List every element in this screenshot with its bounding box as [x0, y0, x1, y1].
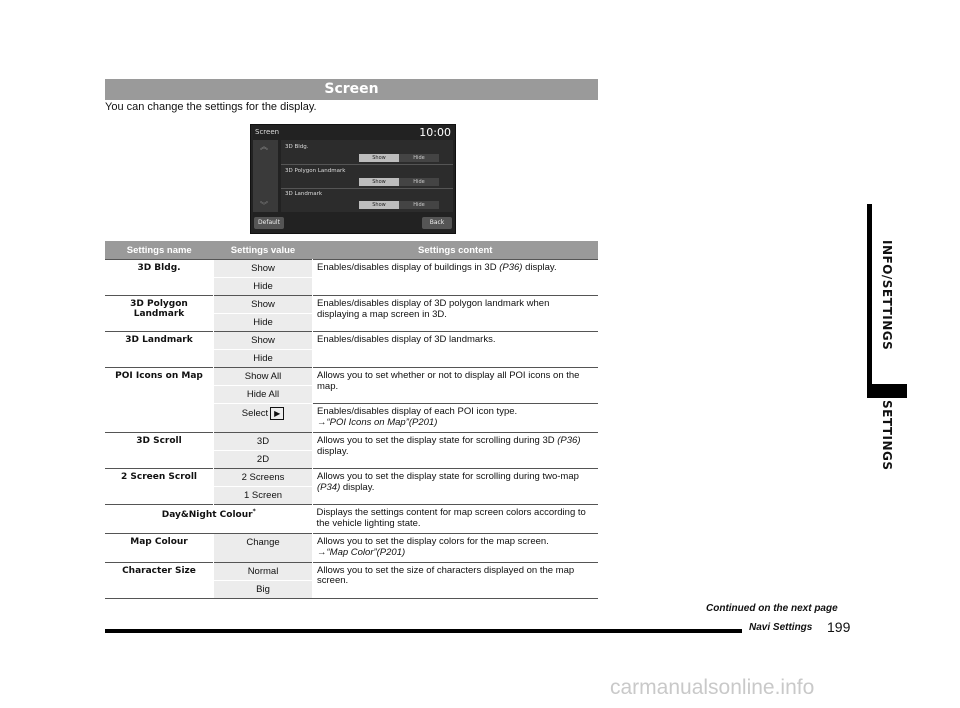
table-row [105, 296, 598, 314]
setting-content [313, 260, 599, 296]
setting-content: Enables/disables display of 3D landmarks. [313, 332, 599, 368]
setting-name: 3D Landmark [105, 332, 214, 368]
table-row [105, 260, 598, 278]
shot-title: Screen [255, 128, 280, 136]
table-row [105, 432, 598, 450]
continued-note: Continued on the next page [706, 603, 838, 614]
screen-settings-screenshot [250, 124, 456, 234]
page-number: 199 [827, 619, 851, 635]
setting-value: Change [214, 533, 313, 562]
shot-hide-button: Hide [399, 178, 439, 186]
play-arrow-icon: ▶ [270, 407, 284, 420]
setting-content [313, 404, 599, 433]
setting-value: Hide [214, 278, 313, 296]
table-row [105, 332, 598, 350]
table-row [105, 504, 598, 533]
footer-rule [105, 629, 742, 633]
setting-content: Allows you to set whether or not to display all POI icons on the map. [313, 368, 599, 404]
shot-hide-button: Hide [399, 201, 439, 209]
setting-value: 1 Screen [214, 486, 313, 504]
side-tab-block [867, 384, 907, 398]
setting-value: Show [214, 260, 313, 278]
shot-show-button: Show [359, 201, 399, 209]
shot-row-label: 3D Landmark [285, 191, 323, 197]
setting-content: Allows you to set the size of characters displayed on the map screen. [313, 562, 599, 598]
chevron-up-icon: ︽ [260, 142, 268, 151]
header-settings-name: Settings name [105, 241, 214, 260]
setting-name: 3D Polygon Landmark [105, 296, 214, 332]
content-text: Allows you to set the display colors for the map screen. [317, 535, 549, 547]
setting-name: 2 Screen Scroll [105, 468, 214, 504]
setting-name: Map Colour [105, 533, 214, 562]
setting-value-text: Select [241, 408, 269, 420]
page-ref: (P34) [317, 481, 341, 493]
setting-name: Character Size [105, 562, 214, 598]
content-text: Enables/disables display of buildings in 3D [317, 262, 500, 273]
page-ref: →“POI Icons on Map”(P201) [317, 416, 438, 428]
footer-label: Navi Settings [749, 622, 813, 633]
shot-row-label: 3D Bldg. [285, 144, 309, 150]
shot-row-label: 3D Polygon Landmark [285, 168, 346, 174]
setting-content [313, 432, 599, 468]
watermark: carmanualsonline.info [610, 676, 815, 699]
shot-hide-button: Hide [399, 154, 439, 162]
setting-content: Enables/disables display of 3D polygon landmark when displaying a map screen in 3D. [313, 296, 599, 332]
setting-content [313, 533, 599, 562]
setting-value: Hide [214, 314, 313, 332]
content-text: display. [317, 445, 349, 457]
intro-text: You can change the settings for the display. [105, 101, 317, 113]
setting-value: Big [214, 580, 313, 598]
setting-name [105, 504, 313, 533]
side-info-settings-label: INFO/SETTINGS [880, 240, 894, 351]
table-row [105, 562, 598, 580]
setting-value: Hide All [214, 386, 313, 404]
table-header-row [105, 241, 598, 260]
setting-value: Normal [214, 562, 313, 580]
setting-value: 3D [214, 432, 313, 450]
shot-default-button: Default [254, 217, 284, 229]
content-text: display. [340, 481, 375, 493]
section-title: Screen [105, 79, 598, 100]
page-ref: →“Map Color”(P201) [317, 546, 406, 558]
setting-value [214, 404, 313, 433]
setting-name-text: Day&Night Colour [161, 509, 253, 520]
shot-back-button: Back [422, 217, 452, 229]
footnote-mark: * [252, 507, 256, 515]
table-row [105, 368, 598, 386]
setting-name: 3D Bldg. [105, 260, 214, 296]
shot-divider [281, 164, 453, 165]
table-row [105, 533, 598, 562]
setting-name: POI Icons on Map [105, 368, 214, 433]
shot-show-button: Show [359, 154, 399, 162]
shot-clock: 10:00 [419, 126, 451, 139]
settings-table [105, 241, 598, 599]
side-settings-label: SETTINGS [880, 400, 894, 471]
side-tab-marker [867, 204, 912, 384]
shot-show-button: Show [359, 178, 399, 186]
shot-divider [281, 188, 453, 189]
header-settings-content: Settings content [313, 241, 599, 260]
page-ref: (P36) [499, 262, 523, 273]
content-text: Enables/disables display of each POI icon type. [317, 406, 518, 417]
setting-value: 2D [214, 450, 313, 468]
page-ref: (P36) [557, 434, 581, 446]
table-row [105, 468, 598, 486]
chevron-down-icon: ︾ [260, 201, 268, 210]
setting-content: Displays the settings content for map screen colors according to the vehicle lighting state. [313, 504, 599, 533]
setting-name: 3D Scroll [105, 432, 214, 468]
content-text: Allows you to set the display state for scrolling during two-map [317, 470, 579, 482]
content-text: display. [522, 262, 557, 273]
setting-content [313, 468, 599, 504]
setting-value: Show [214, 296, 313, 314]
setting-value: Hide [214, 350, 313, 368]
header-settings-value: Settings value [214, 241, 313, 260]
content-text: Allows you to set the display state for scrolling during 3D [317, 434, 558, 446]
setting-value: 2 Screens [214, 468, 313, 486]
setting-value: Show [214, 332, 313, 350]
setting-value: Show All [214, 368, 313, 386]
